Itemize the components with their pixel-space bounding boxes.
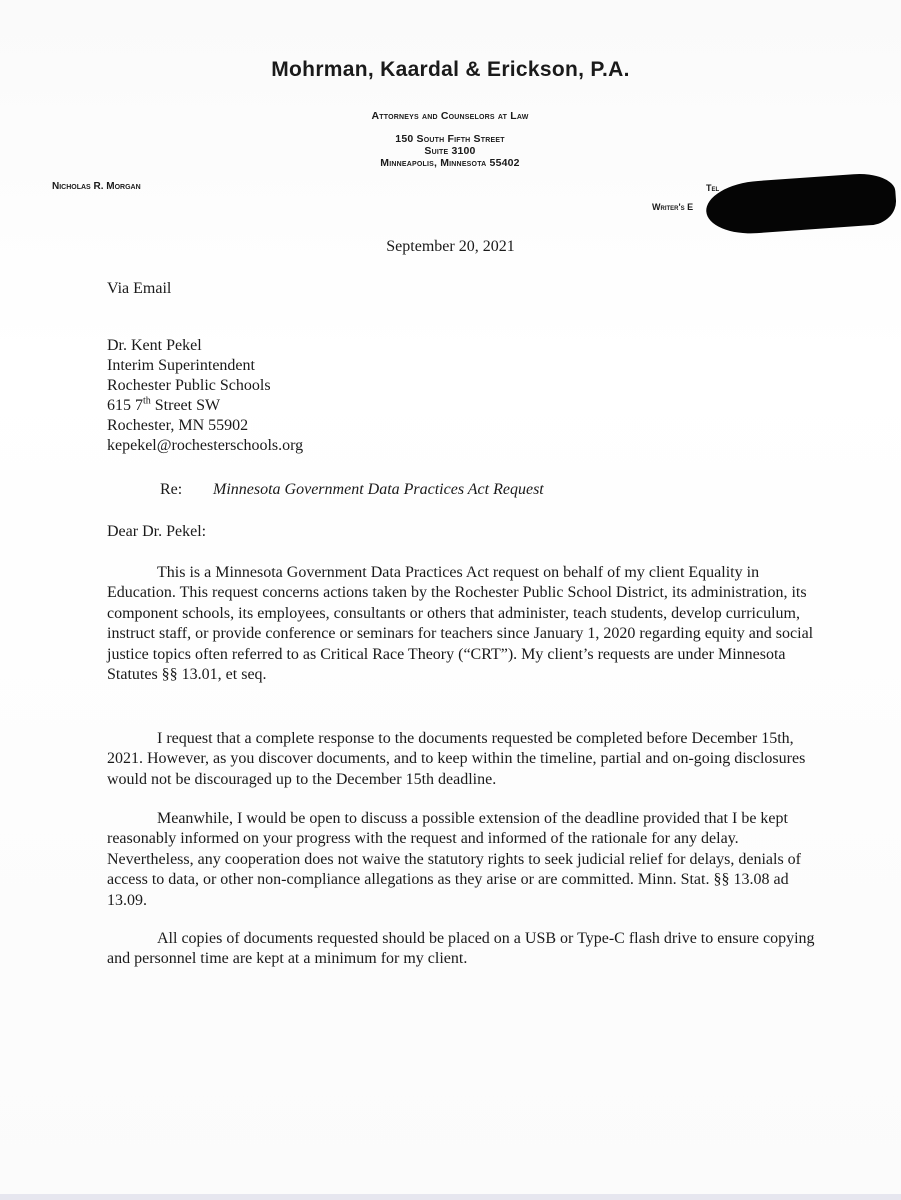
recipient-name: Dr. Kent Pekel	[107, 337, 202, 354]
body-paragraph-1: This is a Minnesota Government Data Practices Act request on behalf of my client Equality in Education. This request concerns actions taken by the Rochester Public School District, its administration, its component schools, its employees, consultants or others that administer, teach students, develop curriculum, instruct staff, or provide conference or seminars for teachers since January 1, 2020 regarding equity and social justice topics often referred to as Critical Race Theory (“CRT”). My client’s requests are under Minnesota Statutes §§ 13.01, et seq.	[107, 564, 814, 684]
firm-address-city: Minneapolis, Minnesota 55402	[380, 157, 520, 169]
firm-name: Mohrman, Kaardal & Erickson, P.A.	[271, 58, 630, 81]
subject-text: Minnesota Government Data Practices Act Request	[213, 481, 544, 498]
firm-tagline: Attorneys and Counselors at Law	[371, 110, 529, 122]
recipient-title: Interim Superintendent	[107, 357, 255, 374]
contact-email-label: Writer's E	[652, 202, 694, 212]
body-paragraph-2: I request that a complete response to the documents requested be completed before December 15th, 2021. However, as you discover documents, and to keep within the timeline, partial and on-going disclosures would not be discouraged up to the December 15th deadline.	[107, 730, 806, 788]
firm-address-street: 150 South Fifth Street	[395, 133, 505, 145]
body-paragraph-4: All copies of documents requested should be placed on a USB or Type-C flash drive to ensure copying and personnel time are kept at a minimum for my client.	[107, 930, 815, 968]
recipient-address	[107, 336, 303, 456]
subject-line	[160, 481, 544, 499]
letter-date: September 20, 2021	[386, 238, 515, 255]
redaction-mark	[704, 171, 897, 236]
recipient-city: Rochester, MN 55902	[107, 417, 249, 434]
body-paragraph-3: Meanwhile, I would be open to discuss a possible extension of the deadline provided that I be kept reasonably informed on your progress with the request and informed of the rationale for any delay. Nevertheless, any cooperation does not waive the statutory rights to seek judicial relief for delays, denials of access to data, or other non-compliance allegations as they arise or are committed. Minn. Stat. §§ 13.08 ad 13.09.	[107, 810, 802, 909]
salutation: Dear Dr. Pekel:	[107, 523, 207, 540]
recipient-street: 615 7th Street SW	[107, 395, 221, 414]
recipient-email[interactable]: kepekel@rochesterschools.org	[107, 437, 304, 454]
attorney-name: Nicholas R. Morgan	[52, 181, 141, 192]
page-bottom-edge	[0, 1194, 901, 1200]
contact-telephone-label: Tel	[706, 183, 720, 193]
delivery-method: Via Email	[107, 280, 172, 297]
recipient-organization: Rochester Public Schools	[107, 377, 271, 394]
firm-address-suite: Suite 3100	[424, 145, 476, 157]
subject-label: Re:	[160, 481, 183, 498]
